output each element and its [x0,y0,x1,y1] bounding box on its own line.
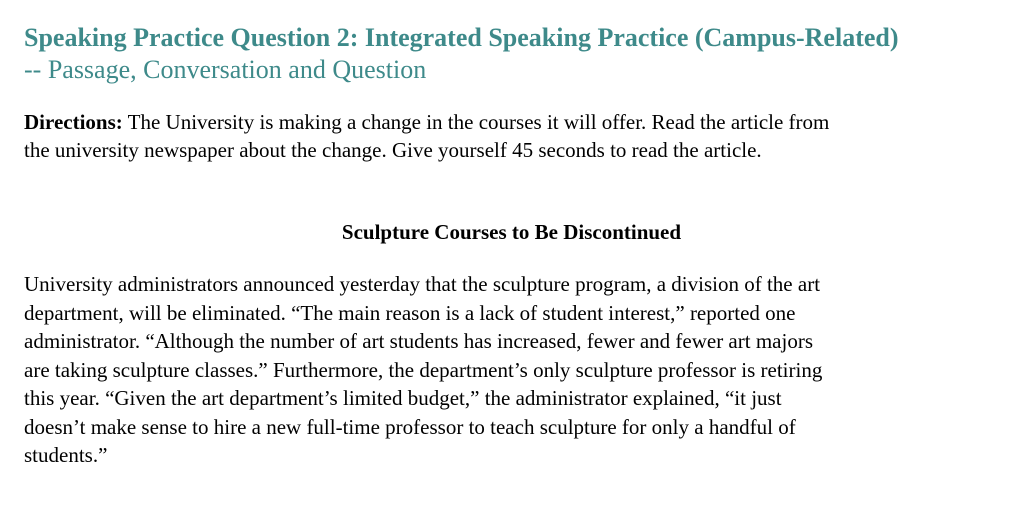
document-page [24,22,1014,470]
page-subtitle: -- Passage, Conversation and Question [24,55,427,84]
article-line-1: University administrators announced yesterday that the sculpture program, a division of the art [24,272,821,296]
article-line-4: are taking sculpture classes.” Furthermore, the department’s only sculpture professor is retiring [24,357,823,382]
article-line-3: administrator. “Although the number of art students has increased, fewer and fewer art majors [24,329,813,353]
article-line-6: doesn’t make sense to hire a new full-time professor to teach sculpture for only a handful of [24,414,796,439]
directions-line-1 [24,108,999,136]
directions-label: Directions: [24,110,123,134]
article-line-7: students.” [24,443,108,467]
directions-text-1: The University is making a change in the courses it will offer. Read the article from [127,110,830,134]
article-body [24,270,999,470]
page-title: Speaking Practice Question 2: Integrated Speaking Practice (Campus-Related) [24,23,899,52]
article-title: Sculpture Courses to Be Discontinued [341,220,682,244]
article-line-5: this year. “Given the art department’s limited budget,” the administrator explained, “it just [24,386,782,410]
directions-paragraph [24,108,999,164]
article-line-2: department, will be eliminated. “The main reason is a lack of student interest,” reported one [24,300,796,325]
directions-line-2: the university newspaper about the change. Give yourself 45 seconds to read the article. [24,138,762,162]
